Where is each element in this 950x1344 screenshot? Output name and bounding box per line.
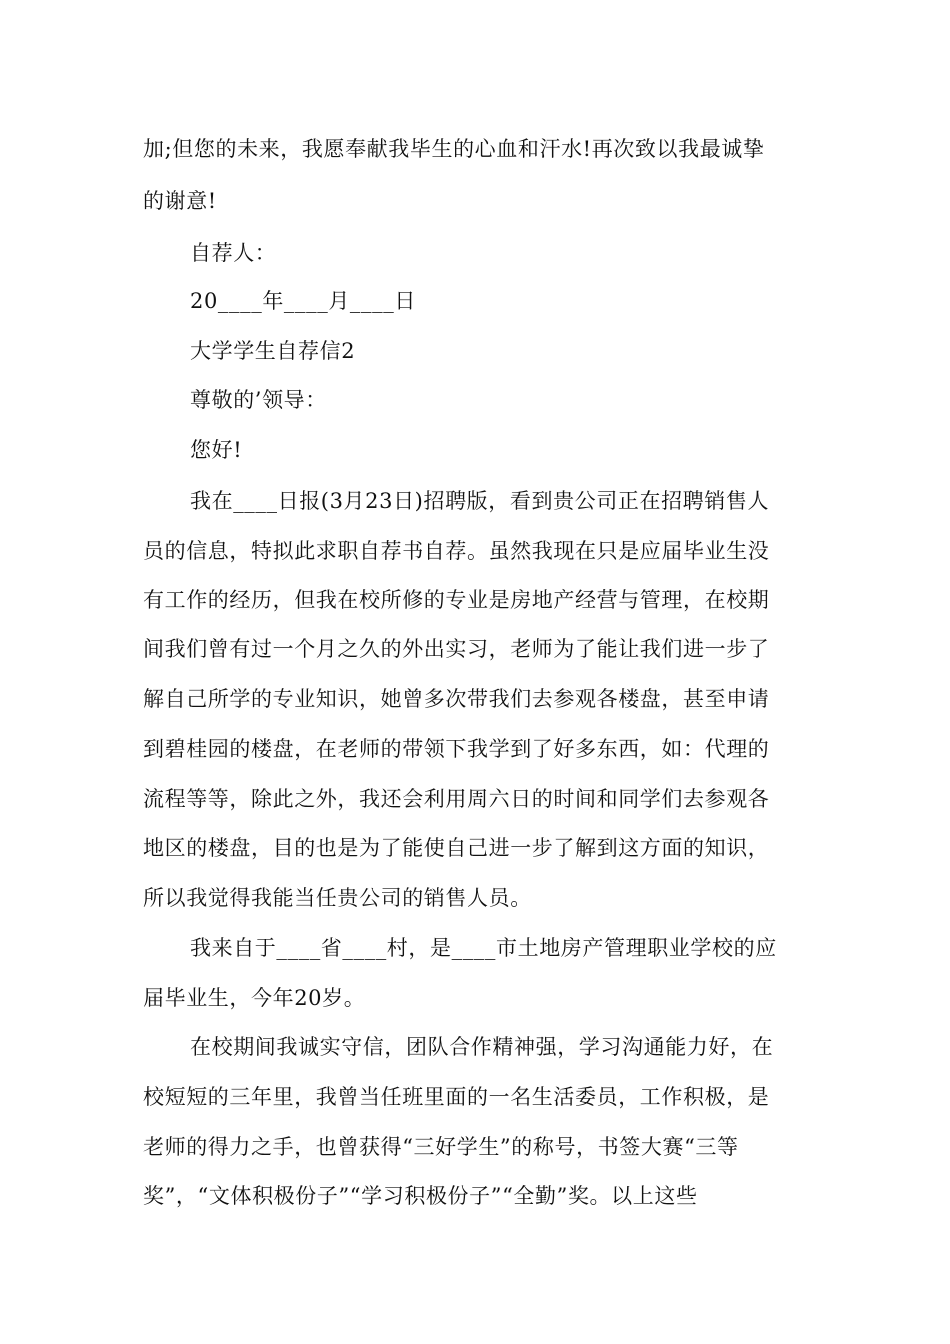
letter-title: 大学学生自荐信2 bbox=[190, 339, 356, 363]
paragraph-line: 解自己所学的专业知识，她曾多次带我们去参观各楼盘，甚至申请 bbox=[143, 687, 770, 711]
paragraph-line: 届毕业生，今年20岁。 bbox=[143, 986, 366, 1010]
salutation: 尊敬的’领导： bbox=[190, 388, 327, 412]
paragraph-line: 到碧桂园的楼盘，在老师的带领下我学到了好多东西，如：代理的 bbox=[143, 737, 770, 761]
paragraph-line: 流程等等，除此之外，我还会利用周六日的时间和同学们去参观各 bbox=[143, 787, 770, 811]
signature-label: 自荐人： bbox=[190, 241, 277, 265]
paragraph-line: 老师的得力之手，也曾获得“三好学生”的称号，书签大赛“三等 bbox=[143, 1135, 739, 1159]
paragraph-line: 校短短的三年里，我曾当任班里面的一名生活委员，工作积极，是 bbox=[143, 1085, 770, 1109]
paragraph-line: 我在____日报(3月23日)招聘版，看到贵公司正在招聘销售人 bbox=[190, 489, 770, 513]
date-line: 20____年____月____日 bbox=[190, 289, 416, 313]
paragraph-line: 有工作的经历，但我在校所修的专业是房地产经营与管理，在校期 bbox=[143, 588, 770, 612]
paragraph-line: 在校期间我诚实守信，团队合作精神强，学习沟通能力好，在 bbox=[190, 1035, 774, 1059]
paragraph-line: 地区的楼盘，目的也是为了能使自己进一步了解到这方面的知识， bbox=[143, 836, 770, 860]
paragraph-line: 员的信息，特拟此求职自荐书自荐。虽然我现在只是应届毕业生没 bbox=[143, 539, 770, 563]
paragraph-line: 间我们曾有过一个月之久的外出实习，老师为了能让我们进一步了 bbox=[143, 637, 770, 661]
greeting: 您好! bbox=[190, 438, 243, 462]
paragraph-line: 所以我觉得我能当任贵公司的销售人员。 bbox=[143, 886, 532, 910]
paragraph-line: 奖”，“文体积极份子”“学习积极份子”“全勤”奖。以上这些 bbox=[143, 1184, 698, 1208]
paragraph-line: 我来自于____省____村，是____市土地房产管理职业学校的应 bbox=[190, 936, 777, 960]
text-line: 的谢意! bbox=[143, 189, 217, 213]
text-line: 加;但您的未来，我愿奉献我毕生的心血和汗水!再次致以我最诚挚 bbox=[143, 137, 765, 161]
